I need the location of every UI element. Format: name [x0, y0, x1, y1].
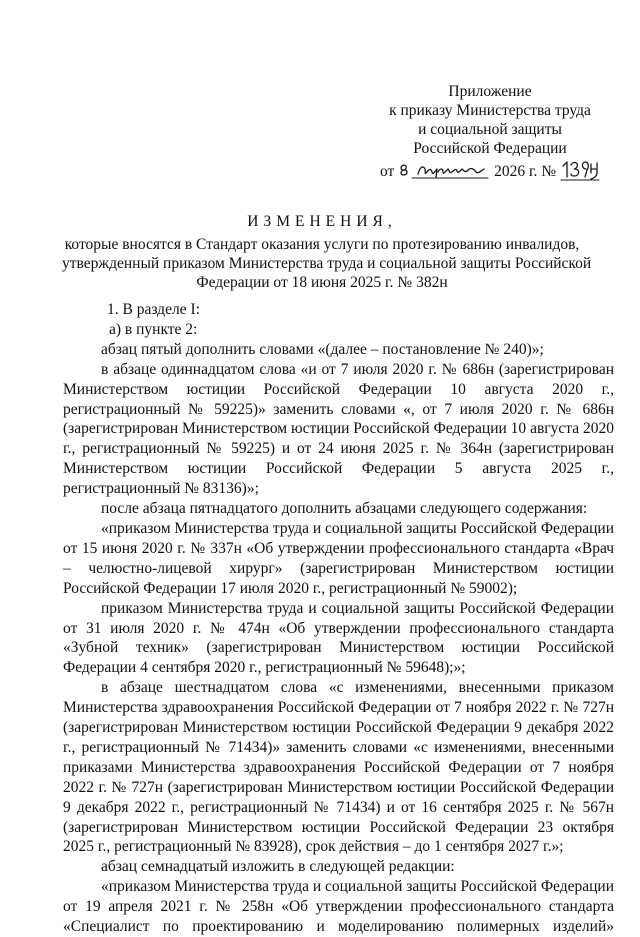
paragraph-abzac-17: абзац семнадцатый изложить в следующей редакции: [101, 858, 455, 876]
paragraph-order-337n: «приказом Министерства труда и социальной защиты Российской Федерации от 15 июня 2020 г. № 337н «Об утверждении профессионального стандарта «Врач – челюстно-лицевой хирург» (зарегистрирован Министерством юстиции Российской Федерации 17 июля 2020 г., регистрационный № 59002); [63, 519, 615, 597]
changes-heading [62, 212, 592, 292]
heading-subtitle-line-2: утвержденный приказом Министерства труда и социальной защиты Российской [62, 255, 592, 272]
paragraph-abzac-16: в абзаце шестнадцатом слова «с изменениями, внесенными приказом Министерства здравоохранения Российской Федерации от 7 ноября 2022 г. № 727н (зарегистрирован Министерством юстиции Российской Федерации 9 декабря 2022 г., регистрационный № 71434)» заменить словами «с изменениями, внесенными приказами Министерства здравоохранения Российской Федерации от 7 ноября 2022 г. № 727н (зарегистрирован Министерством юстиции Российской Федерации 9 декабря 2022 г., регистрационный № 71434) и от 16 сентября 2025 г. № 567н (зарегистрирован Министерством юстиции Российской Федерации 23 октября 2025 г., регистрационный № 83928), срок действия – до 1 сентября 2027 г.»; [63, 679, 614, 856]
appendix-title: Приложение [448, 83, 532, 100]
appendix-header [360, 82, 620, 182]
heading-title: ИЗМЕНЕНИЯ, [247, 213, 397, 230]
appendix-country-line: Российской Федерации [413, 140, 567, 157]
appendix-order-ref: к приказу Министерства труда [389, 102, 591, 119]
appendix-date-line [360, 158, 620, 182]
appendix-ministry-line: и социальной защиты [418, 121, 562, 138]
paragraph-abzac-5: абзац пятый дополнить словами «(далее – постановление № 240)»; [101, 340, 544, 358]
number-sign: № [541, 163, 557, 180]
date-prefix: от [380, 163, 395, 180]
subitem-a: а) в пункте 2: [109, 320, 198, 338]
handwritten-order-number [560, 158, 600, 182]
paragraph-abzac-11: в абзаце одиннадцатом слова «и от 7 июля 2020 г. № 686н (зарегистрирован Министерством юстиции Российской Федерации 10 августа 2020 г., регистрационный № 59225)» заменить словами «, от 7 июля 2020 г. № 686н (зарегистрирован Министерством юстиции Российской Федерации 10 августа 2020 г., регистрационный № 59225) и от 24 июня 2025 г. № 364н (зарегистрирован Министерством юстиции Российской Федерации 5 августа 2025 г., регистрационный № 83136)»; [63, 360, 614, 498]
heading-subtitle-line-3: Федерации от 18 июня 2025 г. № 382н [196, 274, 448, 291]
handwritten-date [398, 159, 490, 181]
section-item-1: 1. В разделе I: [107, 301, 200, 318]
document-body [63, 300, 614, 937]
heading-subtitle-line-1: которые вносятся в Стандарт оказания услуги по протезированию инвалидов, [64, 236, 580, 253]
paragraph-after-15: после абзаца пятнадцатого дополнить абзацами следующего содержания: [101, 500, 588, 518]
paragraph-order-474n: приказом Министерства труда и социальной защиты Российской Федерации от 31 июля 2020 г. № 474н «Об утверждении профессионального стандарта «Зубной техник» (зарегистрирован Министерством юстиции Российской Федерации 4 сентября 2020 г., регистрационный № 59648);»; [63, 599, 614, 677]
paragraph-order-258n: «приказом Министерства труда и социальной защиты Российской Федерации от 19 апреля 2021 г. № 258н «Об утверждении профессионального стандарта «Специалист по проектированию и моделированию полимерных изделий» [63, 878, 615, 936]
date-year: 2026 г. [494, 163, 538, 180]
